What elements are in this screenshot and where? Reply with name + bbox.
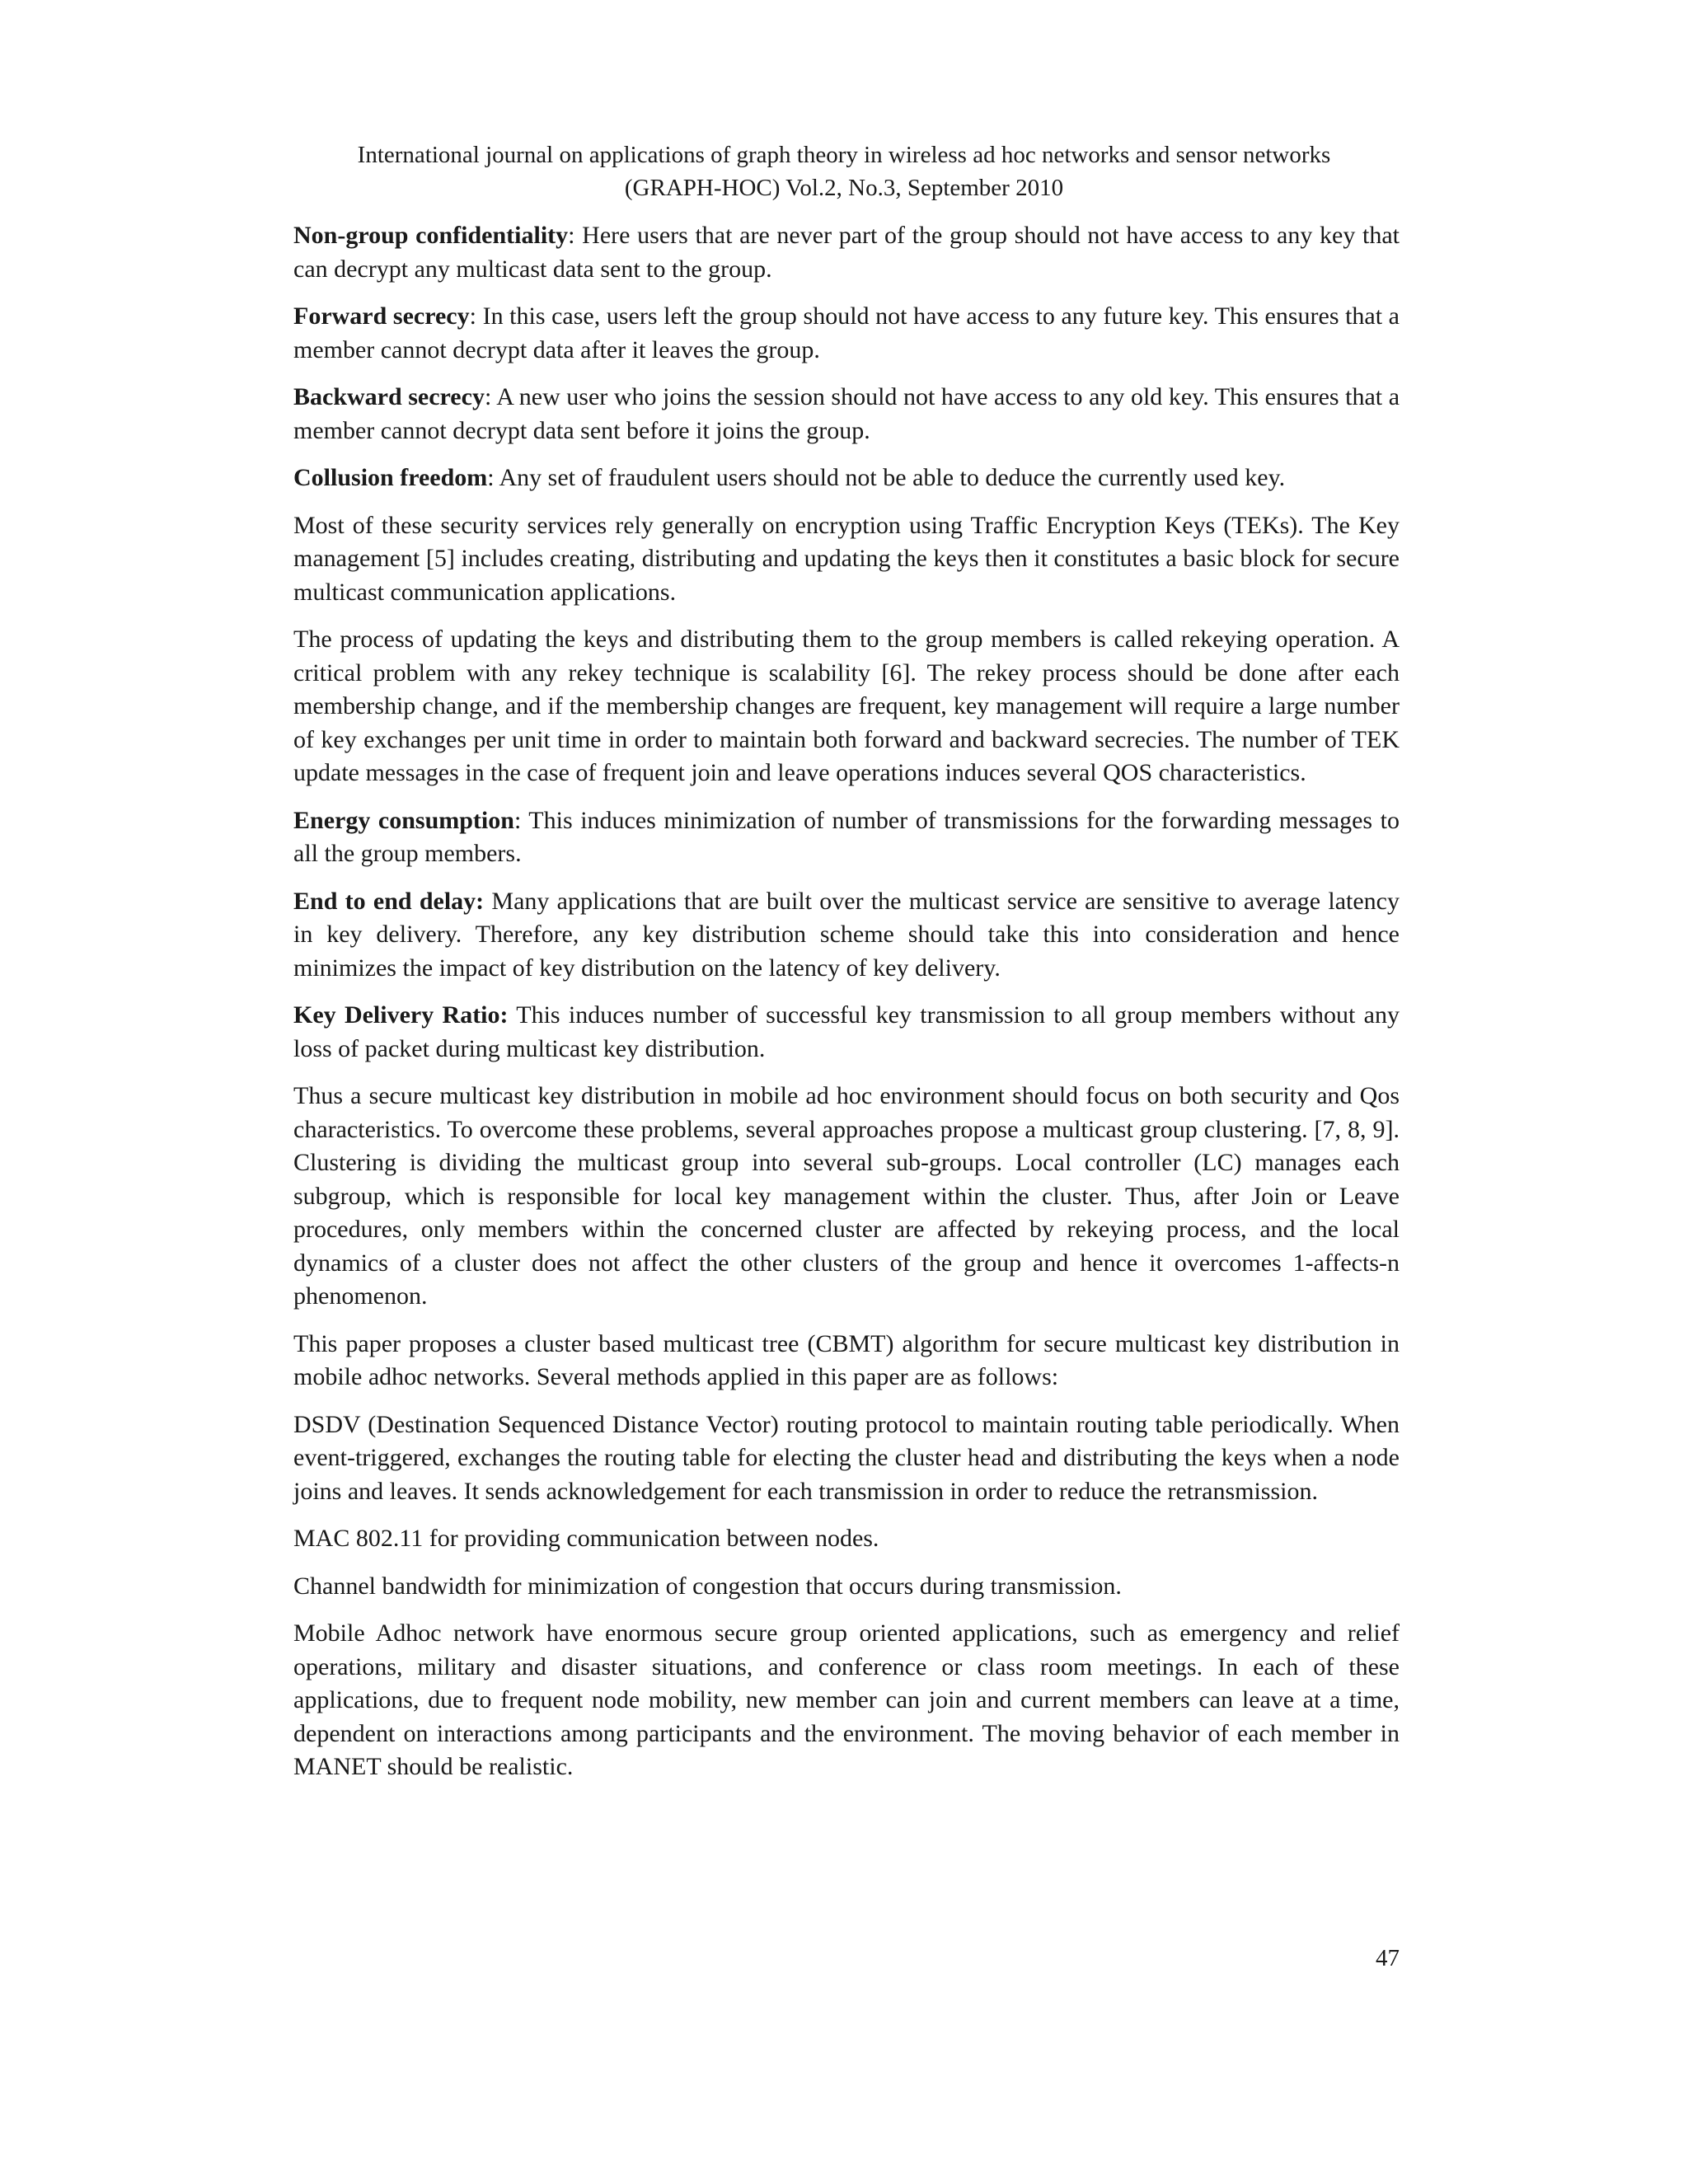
term-non-group-confidentiality: Non-group confidentiality: [293, 222, 569, 249]
paragraph-clustering: Thus a secure multicast key distribution in mobile ad hoc environment should focus on both security and Qos characteristics. To overcome these problems, several approaches propose a multicast group clustering. [7, 8, 9]. Clustering is dividing the multicast group into several sub-groups. Local controller (LC) manages each subgroup, which is responsible for local key management within the cluster. Thus, after Join or Leave procedures, only members within the concerned cluster are affected by rekeying process, and the local dynamics of a cluster does not affect the other clusters of the group and hence it overcomes 1-affects-n phenomenon.: [293, 1082, 1400, 1310]
paragraph-manet-applications: Mobile Adhoc network have enormous secure group oriented applications, such as emergency and relief operations, military and disaster situations, and conference or class room meetings. In each of these applications, due to frequent node mobility, new member can join and current members can leave at a time, dependent on interactions among participants and the environment. The moving behavior of each member in MANET should be realistic.: [293, 1619, 1400, 1780]
paragraph-key-delivery-ratio: [293, 999, 1400, 1066]
paragraph-energy-consumption: [293, 804, 1400, 871]
term-backward-secrecy: Backward secrecy: [293, 383, 485, 410]
term-separator: :: [484, 383, 492, 410]
page-number: 47: [1376, 1945, 1400, 1971]
paragraph-text: Any set of fraudulent users should not be able to deduce the currently used key.: [494, 464, 1286, 491]
header-volume-info: (GRAPH-HOC) Vol.2, No.3, September 2010: [624, 175, 1064, 201]
paragraph-security-services: Most of these security services rely generally on encryption using Traffic Encryption Keys (TEKs). The Key management [5] includes creating, distributing and updating the keys then it constitutes a basic block for secure multicast communication applications.: [293, 511, 1400, 606]
paragraph-text: This induces number of successful key transmission to all group members without any loss of packet during multicast key distribution.: [293, 1001, 1400, 1062]
paragraph-dsdv: DSDV (Destination Sequenced Distance Vector) routing protocol to maintain routing table periodically. When event-triggered, exchanges the routing table for electing the cluster head and distributing the keys when a node joins and leaves. It sends acknowledgement for each transmission in order to reduce the retransmission.: [293, 1410, 1400, 1505]
paragraph-text: A new user who joins the session should not have access to any old key. This ensures that a member cannot decrypt data sent before it joins the group.: [293, 383, 1400, 444]
paragraph-mac: MAC 802.11 for providing communication between nodes.: [293, 1525, 879, 1552]
term-separator: :: [469, 302, 476, 330]
term-collusion-freedom: Collusion freedom: [293, 464, 488, 491]
term-end-to-end-delay: End to end delay:: [293, 887, 485, 915]
paragraph-text: Many applications that are built over the multicast service are sensitive to average latency in key delivery. Therefore, any key distribution scheme should take this into consideration and hence minimizes the impact of key distribution on the latency of key delivery.: [293, 887, 1400, 982]
term-separator: :: [487, 464, 495, 491]
term-energy-consumption: Energy consumption: [293, 806, 514, 834]
paragraph-channel-bandwidth: Channel bandwidth for minimization of congestion that occurs during transmission.: [293, 1572, 1122, 1600]
running-header: [0, 138, 1688, 204]
header-journal-title: International journal on applications of graph theory in wireless ad hoc networks and sensor networks: [357, 142, 1331, 168]
term-separator: :: [568, 222, 575, 249]
paragraph-rekeying: The process of updating the keys and distributing them to the group members is called rekeying operation. A critical problem with any rekey technique is scalability [6]. The rekey process should be done after each membership change, and if the membership changes are frequent, key management will require a large number of key exchanges per unit time in order to maintain both forward and backward secrecies. The number of TEK update messages in the case of frequent join and leave operations induces several QOS characteristics.: [293, 626, 1400, 786]
term-forward-secrecy: Forward secrecy: [293, 302, 470, 330]
page-body: [293, 219, 1400, 1798]
paragraph-text: Here users that are never part of the group should not have access to any key that can decrypt any multicast data sent to the group.: [293, 222, 1400, 283]
term-key-delivery-ratio: Key Delivery Ratio:: [293, 1001, 509, 1029]
paragraph-backward-secrecy: [293, 381, 1400, 448]
paragraph-non-group-confidentiality: [293, 219, 1400, 286]
paragraph-text: In this case, users left the group should not have access to any future key. This ensures that a member cannot decrypt data after it leaves the group.: [293, 302, 1400, 363]
paragraph-cbmt-proposal: This paper proposes a cluster based multicast tree (CBMT) algorithm for secure multicast key distribution in mobile adhoc networks. Several methods applied in this paper are as follows:: [293, 1329, 1400, 1390]
paragraph-text: This induces minimization of number of transmissions for the forwarding messages to all the group members.: [293, 806, 1400, 867]
term-separator: :: [513, 806, 522, 834]
paragraph-end-to-end-delay: [293, 885, 1400, 986]
paragraph-forward-secrecy: [293, 300, 1400, 367]
paragraph-collusion-freedom: [293, 462, 1400, 495]
